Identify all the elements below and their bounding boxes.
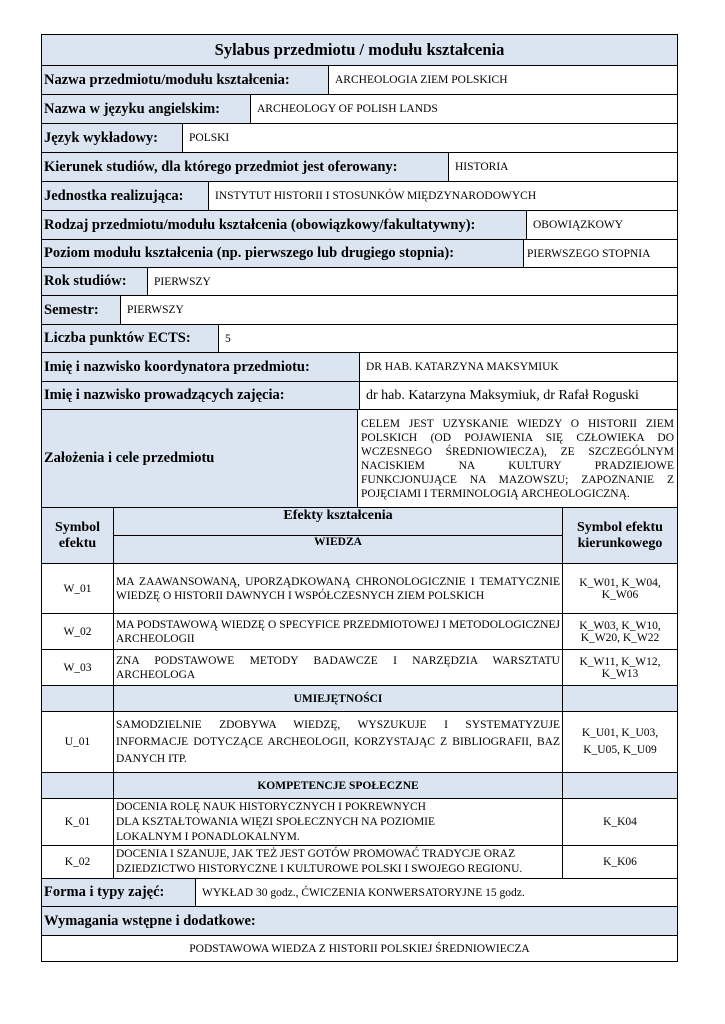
- section-umiejetnosci: UMIEJĘTNOŚCI: [114, 686, 563, 711]
- goals-text: CELEM JEST UZYSKANIE WIEDZY O HISTORII ZIEM POLSKICH (OD POJAWIENIA SIĘ CZŁOWIEKA DO WCZESNEGO ŚREDNIOWIECZA), ZE SZCZEGÓLNYM NACISKIEM NA KULTURY PRADZIEJOWE FUNKCJONUJĄCE NA MAZOWSZU; ZAPOZNANIE Z POJĘCIAMI I TERMINOLOGIĄ ARCHEOLOGICZNĄ.: [361, 417, 674, 500]
- course-name-label: Nazwa przedmiotu/modułu kształcenia:: [42, 66, 329, 94]
- effect-symbol: U_01: [42, 712, 114, 772]
- level-value: PIERWSZEGO STOPNIA: [527, 247, 651, 260]
- effect-text: [114, 712, 563, 772]
- english-name-value: ARCHEOLOGY OF POLISH LANDS: [257, 103, 438, 115]
- level-row: [42, 240, 677, 268]
- section-spacer: [563, 773, 677, 798]
- form-row: [42, 879, 677, 907]
- semester-row: [42, 296, 677, 325]
- page-title: Sylabus przedmiotu / modułu kształcenia: [42, 35, 677, 65]
- unit-label: Jednostka realizująca:: [42, 182, 209, 210]
- course-name-value: ARCHEOLOGIA ZIEM POLSKICH: [335, 74, 508, 86]
- effect-symbol: W_01: [42, 564, 114, 613]
- english-name-label: Nazwa w języku angielskim:: [42, 95, 251, 123]
- effect-text: [114, 614, 563, 649]
- table-row: [42, 799, 677, 846]
- col-symbol-header: Symbol efektu: [42, 508, 114, 563]
- col-major-symbol-header: Symbol efektu kierunkowego: [563, 508, 677, 563]
- coordinator-value: DR HAB. KATARZYNA MAKSYMIUK: [366, 361, 559, 373]
- semester-label: Semestr:: [42, 296, 121, 324]
- effect-major-symbol: K_K04: [603, 816, 637, 828]
- ects-label: Liczba punktów ECTS:: [42, 325, 219, 352]
- teachers-row: [42, 382, 677, 410]
- title-row: [42, 35, 677, 66]
- level-label: Poziom modułu kształcenia (np. pierwszego lub drugiego stopnia):: [42, 240, 524, 267]
- year-row: [42, 268, 677, 296]
- effect-symbol: K_01: [42, 799, 114, 845]
- table-row: [42, 614, 677, 650]
- section-kompetencje: KOMPETENCJE SPOŁECZNE: [114, 773, 563, 798]
- section-spacer: [42, 686, 114, 711]
- effect-symbol: W_03: [42, 650, 114, 685]
- syllabus-table: [41, 34, 678, 962]
- effect-text-content: DOCENIA ROLĘ NAUK HISTORYCZNYCH I POKREWNYCH DLA KSZTAŁTOWANIA WIĘZI SPOŁECZNYCH NA POZIOMIE LOKALNYM I PONADLOKALNYM.: [116, 800, 436, 843]
- section-spacer: [563, 686, 677, 711]
- ects-row: [42, 325, 677, 353]
- effect-major-symbol: K_K06: [603, 856, 637, 868]
- section-spacer: [42, 773, 114, 798]
- requirements-value-row: [42, 936, 677, 961]
- effect-major-symbol: K_U01, K_U03, K_U05, K_U09: [581, 727, 659, 756]
- field-of-study-value: HISTORIA: [455, 161, 509, 173]
- section-wiedza: WIEDZA: [114, 536, 562, 563]
- effect-text: [114, 564, 563, 613]
- goals-row: [42, 410, 677, 508]
- type-row: [42, 211, 677, 240]
- type-value: OBOWIĄZKOWY: [533, 219, 624, 231]
- ects-value: 5: [225, 332, 231, 345]
- effect-text-content: SAMODZIELNIE ZDOBYWA WIEDZĘ, WYSZUKUJE I SYSTEMATYZUJE INFORMACJE DOTYCZĄCE ARCHEOLOGII, KORZYSTAJĄC Z BIBLIOGRAFII, BAZ DANYCH ITP.: [116, 718, 560, 765]
- language-value: POLSKI: [189, 132, 230, 144]
- form-label: Forma i typy zajęć:: [42, 879, 196, 906]
- coordinator-label: Imię i nazwisko koordynatora przedmiotu:: [42, 353, 360, 381]
- goals-label: Założenia i cele przedmiotu: [42, 410, 358, 507]
- effect-text-content: MA PODSTAWOWĄ WIEDZĘ O SPECYFICE PRZEDMIOTOWEJ I METODOLOGICZNEJ ARCHEOLOGII: [116, 618, 560, 645]
- effects-title: Efekty kształcenia: [114, 508, 562, 536]
- effect-text-content: DOCENIA I SZANUJE, JAK TEŻ JEST GOTÓW PROMOWAĆ TRADYCJE ORAZ DZIEDZICTWO HISTORYCZNE I KULTUROWE POLSKI I SWOJEGO REGIONU.: [116, 848, 523, 875]
- requirements-label: Wymagania wstępne i dodatkowe:: [42, 907, 677, 935]
- section-row: [42, 773, 677, 799]
- effect-text: [114, 650, 563, 685]
- field-of-study-label: Kierunek studiów, dla którego przedmiot jest oferowany:: [42, 153, 449, 181]
- table-row: [42, 564, 677, 614]
- effect-major-symbol: K_W03, K_W10, K_W20, K_W22: [579, 619, 661, 644]
- effect-text-content: MA ZAAWANSOWANĄ, UPORZĄDKOWANĄ CHRONOLOGICZNIE I TEMATYCZNIE WIEDZĘ O HISTORII DAWNYCH I WSPÓŁCZESNYCH ZIEM POLSKICH: [116, 575, 560, 602]
- field-of-study-row: [42, 153, 677, 182]
- table-row: [42, 650, 677, 686]
- year-label: Rok studiów:: [42, 268, 148, 295]
- section-row: [42, 686, 677, 712]
- unit-value: INSTYTUT HISTORII I STOSUNKÓW MIĘDZYNARODOWYCH: [215, 190, 537, 202]
- effect-major-symbol: K_W01, K_W04, K_W06: [579, 576, 661, 601]
- requirements-value: PODSTAWOWA WIEDZA Z HISTORII POLSKIEJ ŚREDNIOWIECZA: [189, 942, 530, 955]
- course-name-row: [42, 66, 677, 95]
- type-label: Rodzaj przedmiotu/modułu kształcenia (obowiązkowy/fakultatywny):: [42, 211, 527, 239]
- teachers-label: Imię i nazwisko prowadzących zajęcia:: [42, 382, 360, 409]
- unit-row: [42, 182, 677, 211]
- teachers-value: dr hab. Katarzyna Maksymiuk, dr Rafał Roguski: [366, 387, 639, 403]
- requirements-label-row: [42, 907, 677, 936]
- effect-major-symbol: K_W11, K_W12, K_W13: [579, 655, 661, 680]
- effect-text: [114, 799, 563, 845]
- year-value: PIERWSZY: [154, 275, 211, 288]
- goals-value: [358, 410, 677, 507]
- table-row: [42, 712, 677, 773]
- english-name-row: [42, 95, 677, 124]
- effect-text: [114, 846, 563, 878]
- effects-header-row: [42, 508, 677, 564]
- form-value: WYKŁAD 30 godz., ĆWICZENIA KONWERSATORYJNE 15 godz.: [202, 886, 525, 899]
- effect-text-content: ZNA PODSTAWOWE METODY BADAWCZE I NARZĘDZIA WARSZTATU ARCHEOLOGA: [116, 654, 560, 681]
- col-effects-header: [114, 508, 563, 563]
- table-row: [42, 846, 677, 879]
- effect-symbol: W_02: [42, 614, 114, 649]
- language-label: Język wykładowy:: [42, 124, 183, 152]
- semester-value: PIERWSZY: [127, 304, 184, 316]
- effect-symbol: K_02: [42, 846, 114, 878]
- coordinator-row: [42, 353, 677, 382]
- language-row: [42, 124, 677, 153]
